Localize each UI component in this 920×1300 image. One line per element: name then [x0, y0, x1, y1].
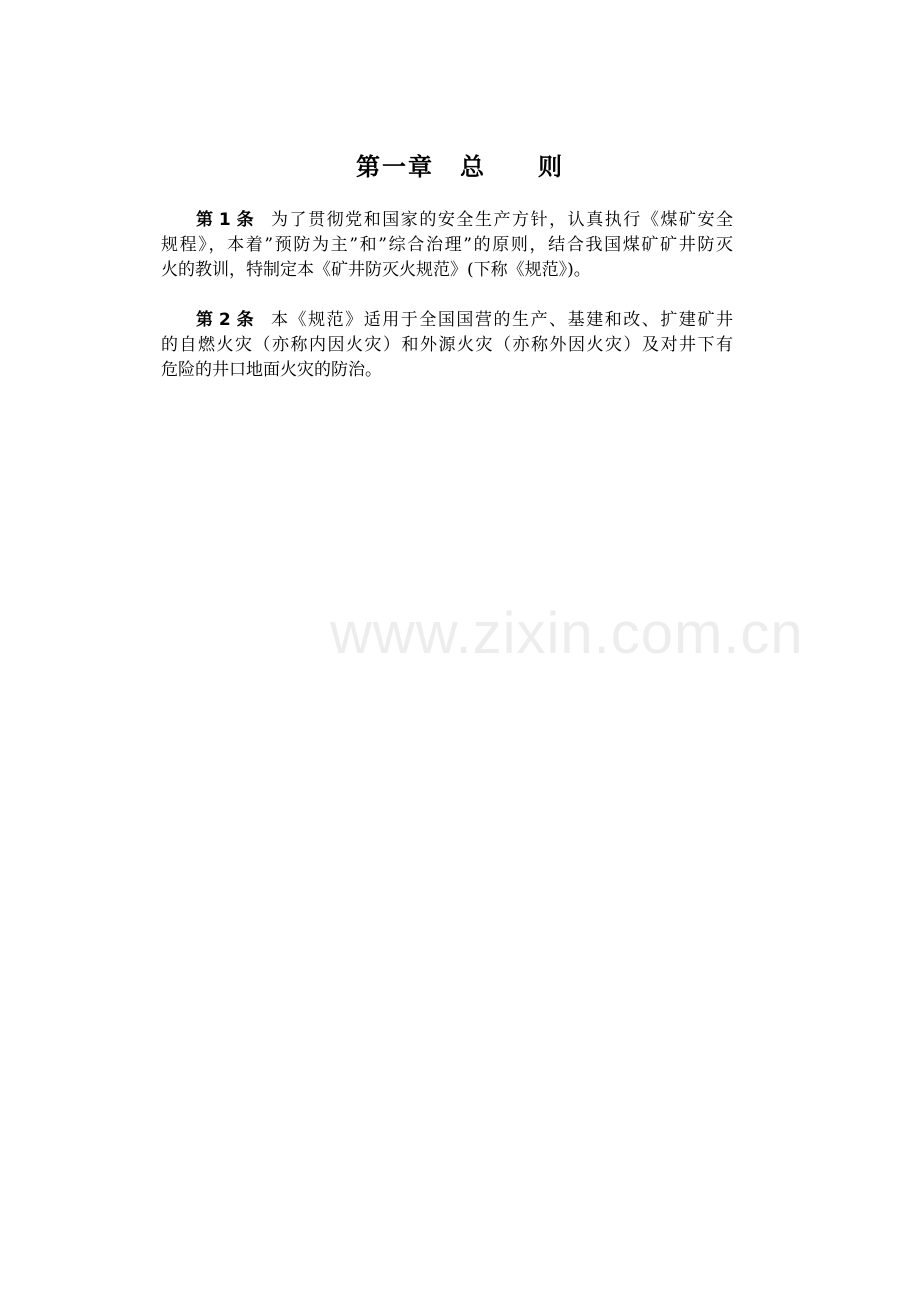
article-number: 第 2 条 [196, 310, 254, 330]
article-label-1 [196, 208, 254, 232]
text-line: 的自燃火灾（亦称内因火灾）和外源火灾（亦称外因火灾）及对井下有 [161, 335, 733, 355]
text-line: 危险的井口地面火灾的防治。 [161, 360, 382, 380]
watermark: www.zixin.com.cn [330, 601, 804, 666]
text-line: 规程》，本着”预防为主”和”综合治理”的原则，结合我国煤矿矿井防灭 [161, 235, 733, 255]
text-line: 为了贯彻党和国家的安全生产方针，认真执行《煤矿安全 [271, 210, 733, 230]
chapter-title: 第一章 总 则 [356, 153, 564, 181]
text-line: 火的教训，特制定本《矿井防灭火规范》(下称《规范》)。 [161, 260, 591, 280]
text-line: 本《规范》适用于全国国营的生产、基建和改、扩建矿井 [271, 310, 733, 330]
article-number: 第 1 条 [196, 210, 254, 230]
article-label-2 [196, 308, 254, 332]
